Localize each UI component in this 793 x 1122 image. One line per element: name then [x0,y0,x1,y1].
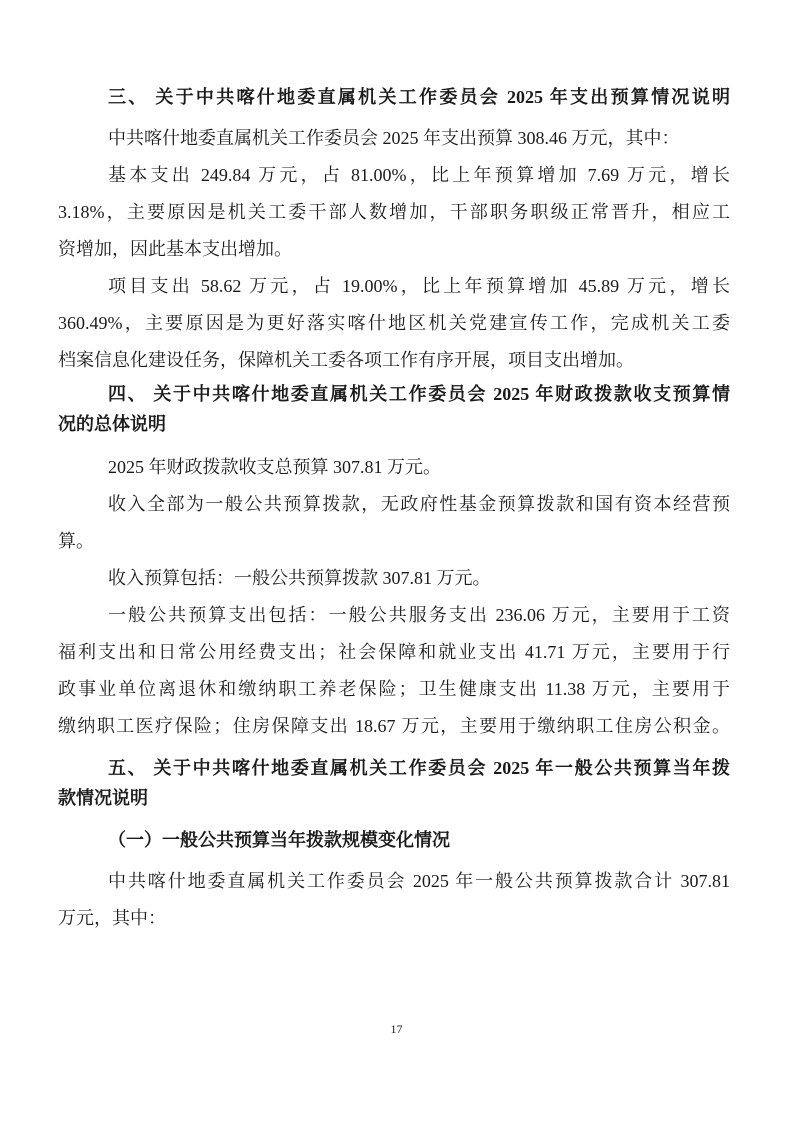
section-4-heading-line-1: 四、 关于中共喀什地委直属机关工作委员会 2025 年财政拨款收支预算情 [108,384,730,404]
s3-p3-line-1: 项目支出 58.62 万元，占 19.00%，比上年预算增加 45.89 万元，增长 [108,276,730,296]
s3-p3-line-2: 360.49%，主要原因是为更好落实喀什地区机关党建宣传工作，完成机关工委 [58,313,730,333]
section-4-paragraph-4 [58,597,730,745]
section-3-paragraph-2 [58,157,730,268]
page-number: 17 [390,1022,403,1036]
s3-p2-line-3: 资增加，因此基本支出增加。 [58,239,292,259]
section-4-paragraph-2 [58,486,730,560]
section-5-paragraph-1 [58,863,730,937]
section-5-subheading [58,825,730,855]
s3-p2-line-1: 基本支出 249.84 万元，占 81.00%，比上年预算增加 7.69 万元，增长 [108,165,730,185]
section-4-heading [58,379,730,439]
s4-p4-line-4: 缴纳职工医疗保险；住房保障支出 18.67 万元，主要用于缴纳职工住房公积金。 [58,716,730,736]
s3-p1-line-1: 中共喀什地委直属机关工作委员会 2025 年支出预算 308.46 万元，其中： [108,128,680,148]
section-3-expenditure-budget [58,82,730,379]
section-5-subheading-line-1: （一）一般公共预算当年拨款规模变化情况 [108,830,450,850]
section-3-heading [58,82,730,112]
section-4-paragraph-1 [58,449,730,486]
section-4-fiscal-appropriation-overview [58,379,730,745]
section-3-paragraph-3 [58,268,730,379]
s5-p1-line-2: 万元，其中： [58,908,166,928]
s4-p2-line-1: 收入全部为一般公共预算拨款，无政府性基金预算拨款和国有资本经营预 [108,494,730,514]
section-4-heading-line-2: 况的总体说明 [58,414,166,434]
s4-p4-line-3: 政事业单位离退休和缴纳职工养老保险；卫生健康支出 11.38 万元，主要用于 [58,679,730,699]
s4-p1-line-1: 2025 年财政拨款收支总预算 307.81 万元。 [108,457,441,477]
section-5-heading [58,753,730,813]
s5-p1-line-1: 中共喀什地委直属机关工作委员会 2025 年一般公共预算拨款合计 307.81 [108,871,730,891]
s4-p2-line-2: 算。 [58,531,94,551]
s4-p4-line-1: 一般公共预算支出包括：一般公共服务支出 236.06 万元，主要用于工资 [108,605,730,625]
section-3-heading-line-1: 三、 关于中共喀什地委直属机关工作委员会 2025 年支出预算情况说明 [108,87,730,107]
s4-p3-line-1: 收入预算包括：一般公共预算拨款 307.81 万元。 [108,568,491,588]
section-5-general-public-budget-appropriation [58,753,730,937]
s4-p4-line-2: 福利支出和日常公用经费支出；社会保障和就业支出 41.71 万元，主要用于行 [58,642,730,662]
s3-p2-line-2: 3.18%，主要原因是机关工委干部人数增加，干部职务职级正常晋升，相应工 [58,202,730,222]
section-3-paragraph-1 [58,120,730,157]
section-4-paragraph-3 [58,560,730,597]
section-5-heading-line-1: 五、 关于中共喀什地委直属机关工作委员会 2025 年一般公共预算当年拨 [108,758,730,778]
s3-p3-line-3: 档案信息化建设任务，保障机关工委各项工作有序开展，项目支出增加。 [58,350,634,370]
section-5-heading-line-2: 款情况说明 [58,788,148,808]
